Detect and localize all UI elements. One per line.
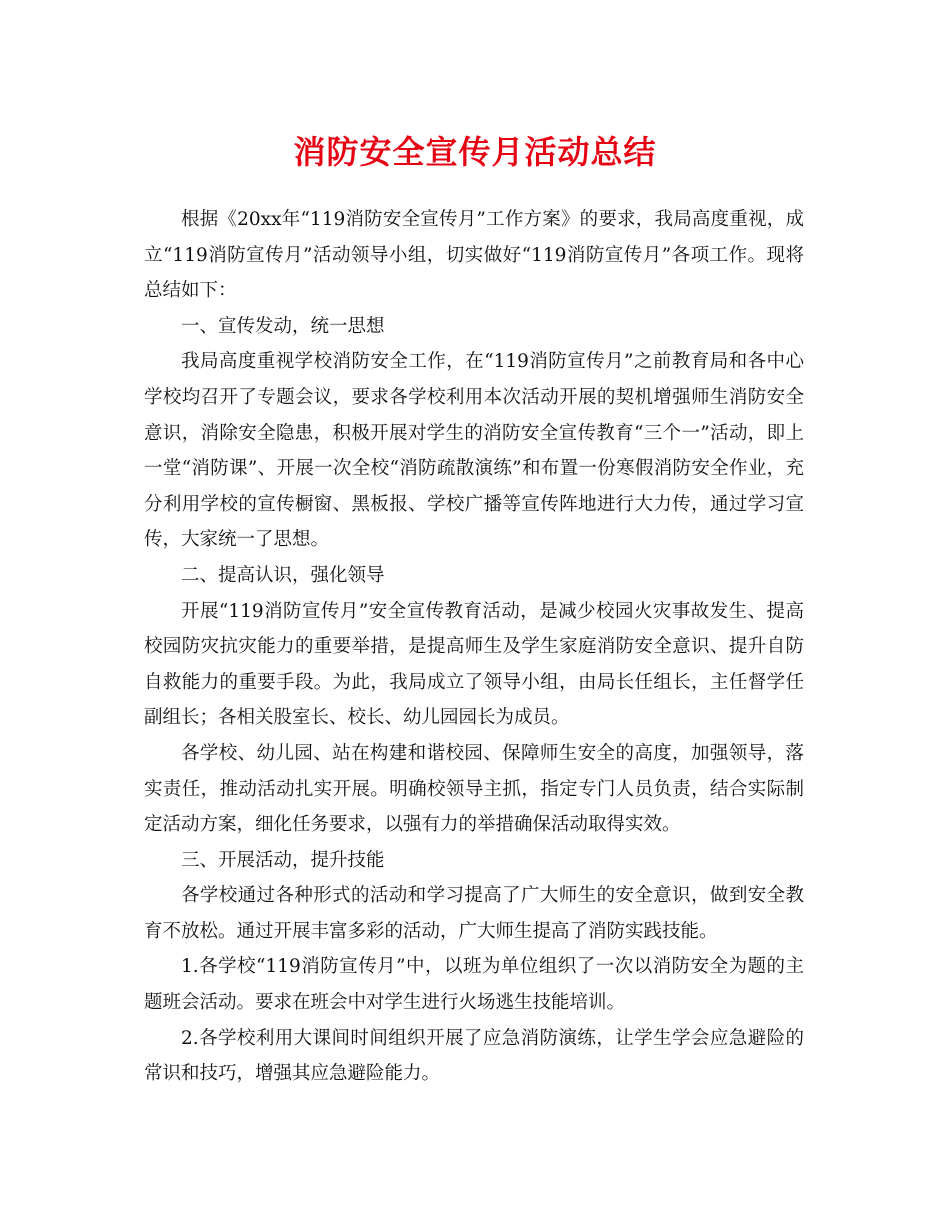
document-body: [144, 202, 804, 1092]
section-1-paragraph: 我局高度重视学校消防安全工作，在“119消防宣传月”之前教育局和各中心学校均召开了专题会议，要求各学校利用本次活动开展的契机增强师生消防安全意识，消除安全隐患，积极开展对学生的消防安全宣传教育“三个一”活动，即上一堂“消防课”、开展一次全校“消防疏散演练”和布置一份寒假消防安全作业，充分利用学校的宣传橱窗、黑板报、学校广播等宣传阵地进行大力传，通过学习宣传，大家统一了思想。: [144, 351, 804, 551]
list-item-1: 1.各学校“119消防宣传月”中，以班为单位组织了一次以消防安全为题的主题班会活动。要求在班会中对学生进行火场逃生技能培训。: [144, 956, 804, 1014]
section-heading-1: 一、宣传发动，统一思想: [181, 315, 385, 337]
section-heading-3: 三、开展活动，提升技能: [181, 849, 385, 871]
document-title: 消防安全宣传月活动总结: [293, 133, 657, 171]
section-2-paragraph-2: 各学校、幼儿园、站在构建和谐校园、保障师生安全的高度，加强领导，落实责任，推动活动扎实开展。明确校领导主抓，指定专门人员负责，结合实际制定活动方案，细化任务要求，以强有力的举措确保活动取得实效。: [144, 742, 804, 836]
section-heading-2: 二、提高认识，强化领导: [181, 564, 385, 586]
intro-paragraph: 根据《20xx年“119消防安全宣传月”工作方案》的要求，我局高度重视，成立“119消防宣传月”活动领导小组，切实做好“119消防宣传月”各项工作。现将总结如下：: [144, 209, 804, 302]
section-3-paragraph: 各学校通过各种形式的活动和学习提高了广大师生的安全意识，做到安全教育不放松。通过开展丰富多彩的活动，广大师生提高了消防实践技能。: [144, 885, 804, 942]
section-2-paragraph-1: 开展“119消防宣传月”安全宣传教育活动，是减少校园火灾事故发生、提高校园防灾抗灾能力的重要举措，是提高师生及学生家庭消防安全意识、提升自防自救能力的重要手段。为此，我局成立了领导小组，由局长任组长，主任督学任副组长；各相关股室长、校长、幼儿园园长为成员。: [144, 600, 804, 729]
list-item-2: 2.各学校利用大课间时间组织开展了应急消防演练，让学生学会应急避险的常识和技巧，增强其应急避险能力。: [144, 1027, 804, 1085]
